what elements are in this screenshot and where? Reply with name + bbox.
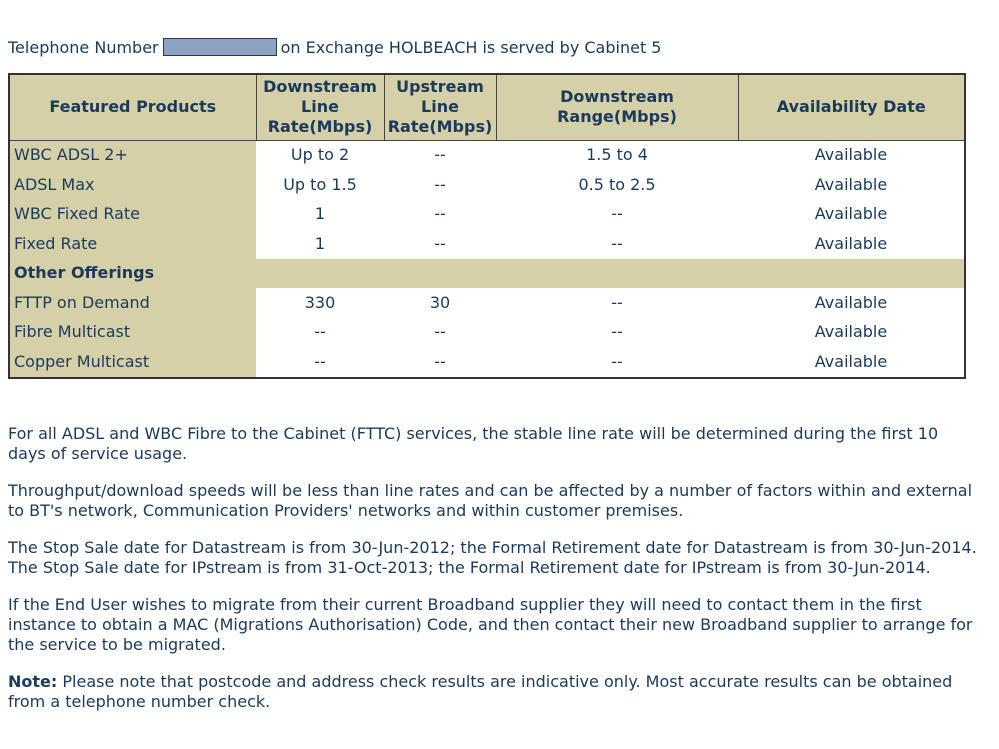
table-row bbox=[9, 170, 965, 200]
product-name: ADSL Max bbox=[9, 170, 256, 200]
availability-date: Available bbox=[814, 204, 888, 224]
other-offerings-section-row bbox=[9, 259, 965, 289]
notes-section bbox=[8, 424, 978, 729]
downstream-rate: 1 bbox=[314, 233, 326, 253]
table-row bbox=[9, 140, 965, 170]
product-name: Fixed Rate bbox=[9, 229, 256, 259]
table-row bbox=[9, 347, 965, 378]
downstream-range: -- bbox=[611, 292, 623, 312]
product-name: Copper Multicast bbox=[9, 347, 256, 378]
availability-table bbox=[8, 73, 966, 379]
availability-date: Available bbox=[814, 322, 888, 342]
telephone-number-label: Telephone Number bbox=[8, 38, 159, 57]
throughput-note: Throughput/download speeds will be less than line rates and can be affected by a number of factors within and external to BT's network, Communication Providers' networks and within customer premises. bbox=[8, 481, 973, 520]
downstream-range: -- bbox=[611, 233, 623, 253]
downstream-rate: -- bbox=[314, 322, 326, 342]
availability-date: Available bbox=[814, 292, 888, 312]
header-downstream-line-rate: Downstream Line Rate(Mbps) bbox=[256, 74, 384, 140]
upstream-rate: -- bbox=[434, 322, 446, 342]
table-header-row bbox=[9, 74, 965, 140]
exchange-summary bbox=[8, 38, 661, 57]
indicative-note bbox=[8, 672, 978, 712]
header-downstream-range: Downstream Range(Mbps) bbox=[496, 74, 738, 140]
upstream-rate: -- bbox=[434, 351, 446, 371]
upstream-rate: -- bbox=[434, 174, 446, 194]
upstream-rate: -- bbox=[434, 145, 446, 165]
availability-date: Available bbox=[814, 351, 888, 371]
product-name: WBC Fixed Rate bbox=[9, 200, 256, 230]
downstream-rate: 330 bbox=[304, 292, 336, 312]
availability-date: Available bbox=[814, 145, 888, 165]
downstream-range: -- bbox=[611, 322, 623, 342]
table-row bbox=[9, 318, 965, 348]
table-row bbox=[9, 200, 965, 230]
downstream-rate: -- bbox=[314, 351, 326, 371]
header-featured-products: Featured Products bbox=[9, 74, 256, 140]
upstream-rate: 30 bbox=[429, 292, 451, 312]
downstream-rate: 1 bbox=[314, 204, 326, 224]
note-label: Note: bbox=[8, 672, 58, 691]
note-text: Please note that postcode and address check results are indicative only. Most accurate results can be obtained from a telephone number check. bbox=[8, 672, 953, 711]
availability-date: Available bbox=[814, 233, 888, 253]
header-availability-date: Availability Date bbox=[738, 74, 965, 140]
section-filler bbox=[256, 259, 965, 289]
upstream-rate: -- bbox=[434, 233, 446, 253]
other-offerings-heading: Other Offerings bbox=[9, 259, 256, 289]
downstream-range: 1.5 to 4 bbox=[586, 145, 648, 165]
downstream-rate: Up to 1.5 bbox=[283, 174, 357, 194]
fttc-note: For all ADSL and WBC Fibre to the Cabinet (FTTC) services, the stable line rate will be determined during the first 10 days of service usage. bbox=[8, 424, 939, 463]
downstream-range: -- bbox=[611, 351, 623, 371]
downstream-range: 0.5 to 2.5 bbox=[578, 174, 656, 194]
header-upstream-line-rate: Upstream Line Rate(Mbps) bbox=[384, 74, 496, 140]
table-row bbox=[9, 288, 965, 318]
downstream-rate: Up to 2 bbox=[290, 145, 350, 165]
redacted-telephone-number bbox=[163, 38, 277, 56]
migration-note: If the End User wishes to migrate from their current Broadband supplier they will need to contact them in the first instance to obtain a MAC (Migrations Authorisation) Code, and then contact their new Broadband supplier to arrange for the service to be migrated. bbox=[8, 595, 973, 654]
stop-sale-note: The Stop Sale date for Datastream is from 30-Jun-2012; the Formal Retirement date for Datastream is from 30-Jun-2014. The Stop Sale date for IPstream is from 31-Oct-2013; the Formal Retirement date for IPstream is from 30-Jun-2014. bbox=[8, 538, 977, 577]
product-name: WBC ADSL 2+ bbox=[9, 140, 256, 170]
product-name: Fibre Multicast bbox=[9, 318, 256, 348]
availability-date: Available bbox=[814, 174, 888, 194]
table-row bbox=[9, 229, 965, 259]
product-name: FTTP on Demand bbox=[9, 288, 256, 318]
downstream-range: -- bbox=[611, 204, 623, 224]
upstream-rate: -- bbox=[434, 204, 446, 224]
exchange-cabinet-text: on Exchange HOLBEACH is served by Cabinet 5 bbox=[280, 38, 662, 57]
